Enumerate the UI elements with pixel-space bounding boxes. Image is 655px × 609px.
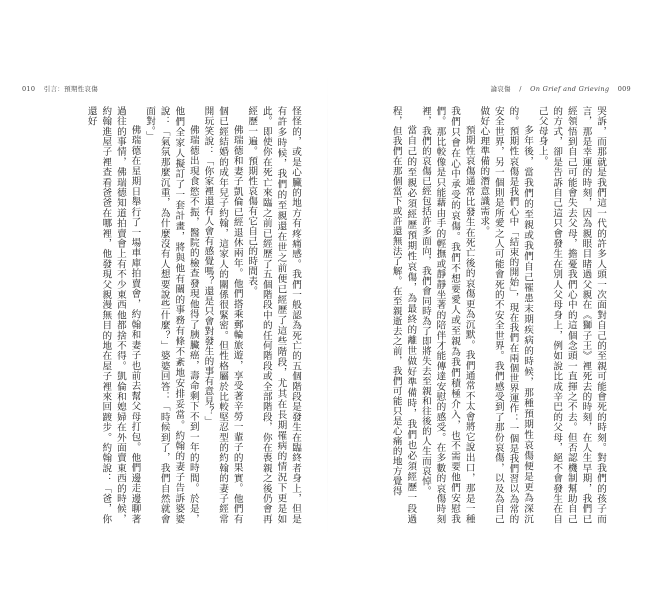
left-paragraph: 佛瑞德和妻子凱倫已經退休兩年。他們搭乘郵輪旅遊，享受著辛勞一輩子的果實。他們有個已經結婚的成年兒子約翰，這家人的關係很緊密。但性格屬於比較堅忍型的約翰的妻子經常開玩笑說：「你家裡還有人會有感覺嗎？還是只會對發生的事有意見？」: [202, 106, 243, 524]
left-paragraph: 怪怪的，或是心臟的地方有疼痛感。我們一般認為死亡的五個階段是發生在臨終者身上，但是有許多時候，我們的至親還在世之前便已經歷了這些階段，尤其在長期罹病的情況下更是如此。即使你在死亡來臨之前已經歷了五個階段中的任何階段或全部階段，你在喪親之後仍會再經歷一遍。預期性哀傷有它自己的時間表。: [246, 106, 301, 524]
left-running-title: 引言：預期性哀傷: [43, 85, 99, 93]
book-gutter: [327, 70, 328, 540]
right-paragraph: 多年後，當我們的至親或我們自己罹患末期疾病的時候，那種預期性哀傷便是更為深沉的。預期性哀傷是我們心中「結束的開始」，現在我們在兩個世界運作：一個是我們習以為常的安全世界，另一個則是所愛之人可能會死的不安全世界。我們感受到了那份哀傷，以及為自己做好心理準備的潛意識需求。: [478, 106, 534, 524]
right-paragraph: 哭訴，而那就是我們這一代的許多人頭一次面對自己的至親可能會死的時刻。對我們的孩子而言，那是幸運的時刻，因為親眼目睹過父親在《獅子王》裡死去的時刻，在人生早期，我們已經領悟到自己可能會失去父母，擔憂我們心中的這個念頭一直揮之不去。但否認機制幫助自己的方式，卻是告訴自己這只會發生在別人父母身上，例如說比成辛巴的父母，絕不會發生在自己父母身上。: [536, 106, 606, 524]
right-page-body: [347, 106, 607, 524]
right-paragraph: 預期性哀傷通常比發生在死亡後的哀傷更為沉默。我們通常不太會將它說出口，那是一種我們只會在心中承受的哀傷。我們不想要愛人或至親為我們積極介入，也不需要他們安慰我們。那比較像是只能藉由手的輕撫或靜靜坐著的陪伴才能傳達安慰的感受。在多數的哀傷時刻裡，我們的哀傷已經包括許多面向，我們會同時為了即將失去至親和往後的人生而哀悼。: [419, 106, 475, 524]
right-running-title-zh: 論哀傷: [490, 85, 511, 93]
left-paragraph: 佛瑞德在星期日舉行了一場車庫拍賣會，約翰和妻子也前去幫父母打包。他們邊走邊聊著過往的事情，佛瑞德知道拍賣會上有不少東西他都捨不得。凱倫和媳婦在外面賣東西的時候，約翰進屋子裡查看爸爸在哪裡，他發現父親漫無目的地在屋子裡來回踱步。約翰說：「爸，你還好: [85, 106, 141, 524]
left-page-body: [42, 106, 302, 524]
right-page-number: 009: [617, 85, 631, 93]
right-paragraph: 當自己的至親必須經歷預期性哀傷，為最終的離世做好準備時，我們也必須經歷一段過程，但我們在那個當下或許還無法了解。在至親逝去之前，我們可能只是心痛的地方覺得: [390, 106, 417, 524]
left-page-number: 010: [22, 85, 36, 93]
left-paragraph: 佛瑞德出現食慾不振，醫院的檢查發現他得了胰臟癌，壽命剩下不到一年的時間。於是，他們全家人擬訂了一套計畫，將與他有關的事務有條不紊地安排妥當。約翰的妻子告訴婆婆說：「氣氛那麼沉重，為什麼沒有人想要說些什麼？」婆婆回答：「時候到了，我們自然就會面對。」: [144, 106, 199, 524]
right-running-title-en: On Grief and Grieving: [530, 85, 610, 93]
left-page-header: [22, 84, 104, 93]
right-page-header: 論哀傷 / On Grief and Grieving 009: [490, 85, 631, 93]
